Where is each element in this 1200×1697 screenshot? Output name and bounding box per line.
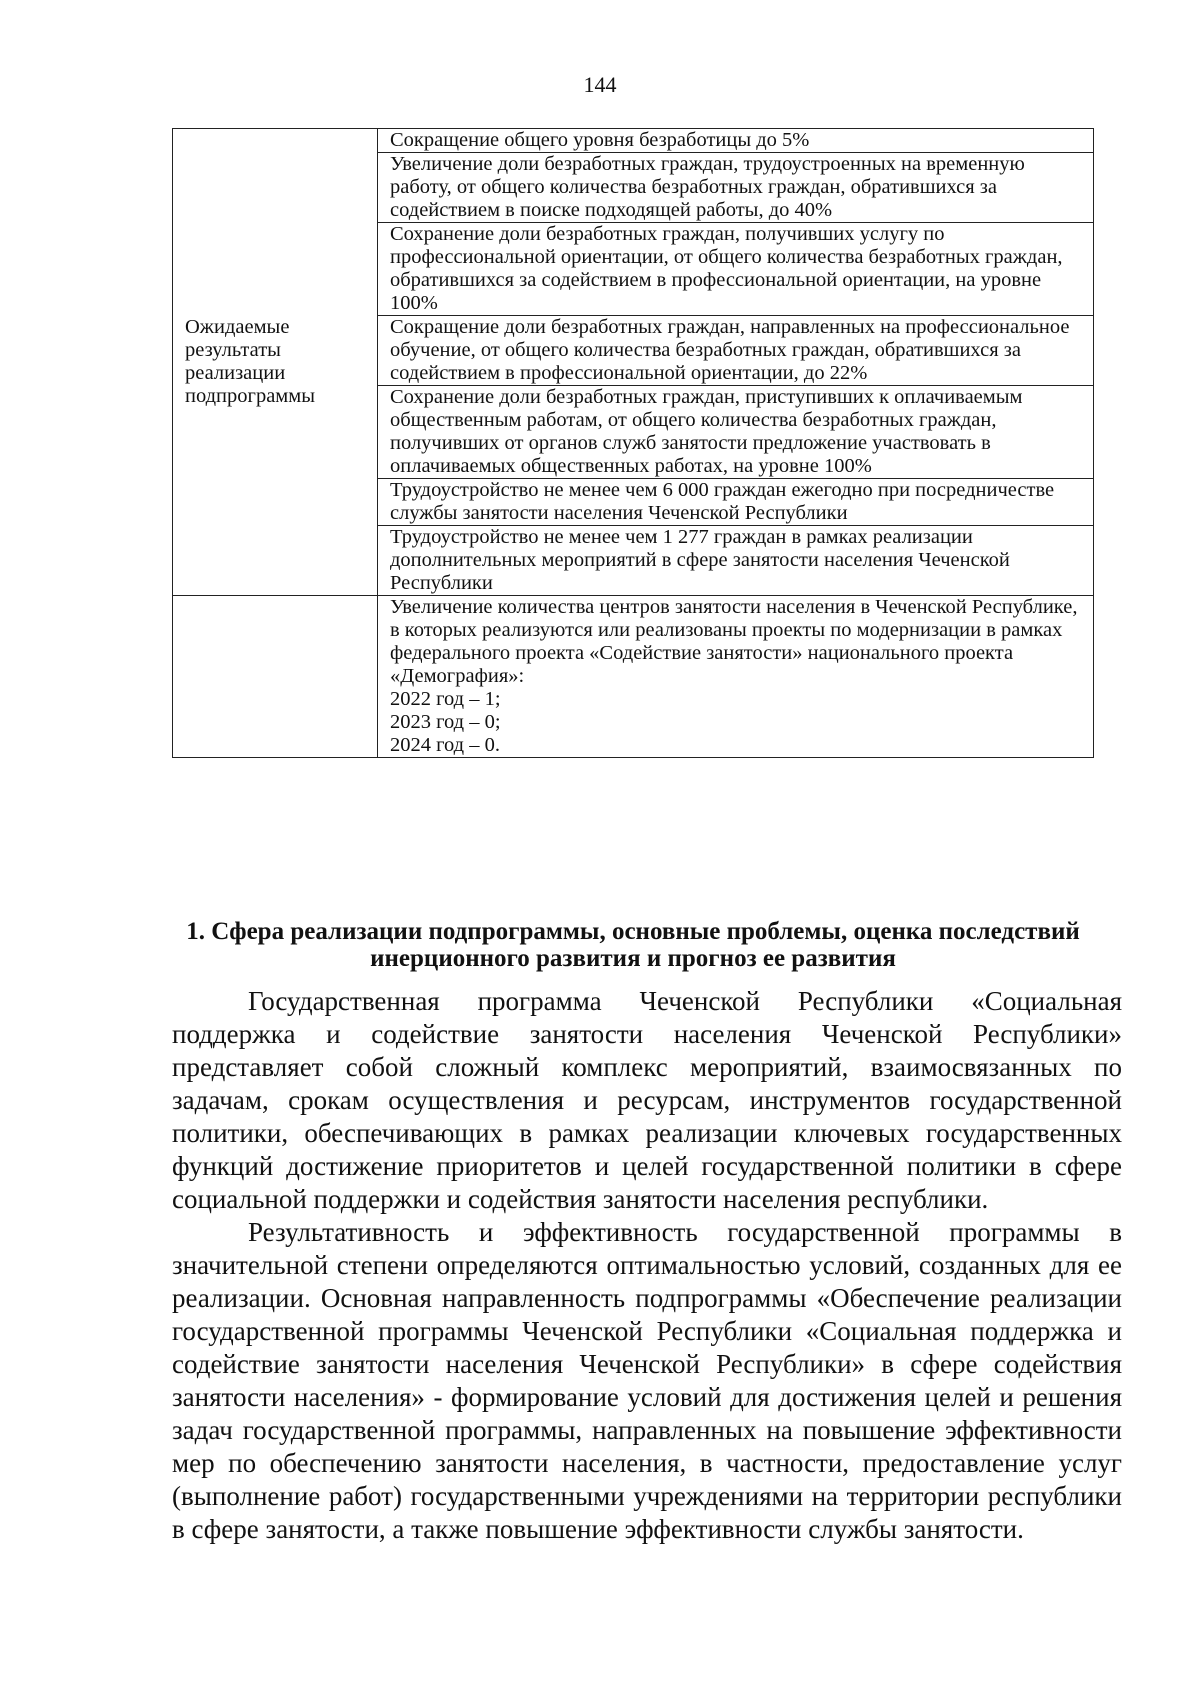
year-value: 2023 год – 0; [390, 711, 501, 733]
table-row [173, 596, 1094, 758]
row-label: Ожидаемые результаты реализации подпрограммы [185, 316, 316, 407]
result-item: Трудоустройство не менее чем 1 277 граждан в рамках реализации дополнительных мероприятий в сфере занятости населения Чеченской Республики [378, 526, 1094, 596]
year-value: 2022 год – 1; [390, 688, 501, 710]
result-item: Сохранение доли безработных граждан, приступивших к оплачиваемым общественным работам, от общего количества безработных граждан, получивших от органов служб занятости предложение участвовать в оплачиваемых общественных работах, на уровне 100% [378, 386, 1094, 479]
body-paragraph: Государственная программа Чеченской Республики «Социальная поддержка и содействие занятости населения Чеченской Республики» представляет собой сложный комплекс мероприятий, взаимосвязанных по задачам, срокам осуществления и ресурсам, инструментов государственной политики, обеспечивающих в рамках реализации ключевых государственных функций достижение приоритетов и целей государственной политики в сфере социальной поддержки и содействия занятости населения республики. [172, 986, 1122, 1214]
page-number: 144 [583, 72, 617, 97]
result-item-centers [378, 596, 1094, 758]
row-label-cell [173, 129, 378, 596]
body-paragraph: Результативность и эффективность государственной программы в значительной степени определяются оптимальностью условий, созданных для ее реализации. Основная направленность подпрограммы «Обеспечение реализации государственной программы Чеченской Республики «Социальная поддержка и содействие занятости населения Чеченской Республики» в сфере содействия занятости населения» - формирование условий для достижения целей и решения задач государственной программы, направленных на повышение эффективности мер по обеспечению занятости населения, в частности, предоставление услуг (выполнение работ) государственными учреждениями на территории республики в сфере занятости, а также повышение эффективности службы занятости. [172, 1217, 1122, 1544]
result-item: Трудоустройство не менее чем 6 000 граждан ежегодно при посредничестве службы занятости населения Чеченской Республики [378, 479, 1094, 526]
result-item: Увеличение доли безработных граждан, трудоустроенных на временную работу, от общего количества безработных граждан, обратившихся за содействием в поиске подходящей работы, до 40% [378, 153, 1094, 223]
result-item-text: Увеличение количества центров занятости населения в Чеченской Республике, в которых реализуются или реализованы проекты по модернизации в рамках федерального проекта «Содействие занятости» национального проекта «Демография»: [390, 596, 1078, 687]
expected-results-table [172, 128, 1094, 758]
result-item: Сокращение доли безработных граждан, направленных на профессиональное обучение, от общего количества безработных граждан, обратившихся за содействием в профессиональной ориентации, до 22% [378, 316, 1094, 386]
section-heading: 1. Сфера реализации подпрограммы, основные проблемы, оценка последствий инерционного развития и прогноз ее развития [186, 918, 1080, 972]
empty-label-cell [173, 596, 378, 758]
result-item: Сокращение общего уровня безработицы до 5% [378, 129, 1094, 153]
year-value: 2024 год – 0. [390, 734, 500, 756]
table-row [173, 129, 1094, 153]
result-item: Сохранение доли безработных граждан, получивших услугу по профессиональной ориентации, от общего количества безработных граждан, обратившихся за содействием в профессиональной ориентации, на уровне 100% [378, 223, 1094, 316]
